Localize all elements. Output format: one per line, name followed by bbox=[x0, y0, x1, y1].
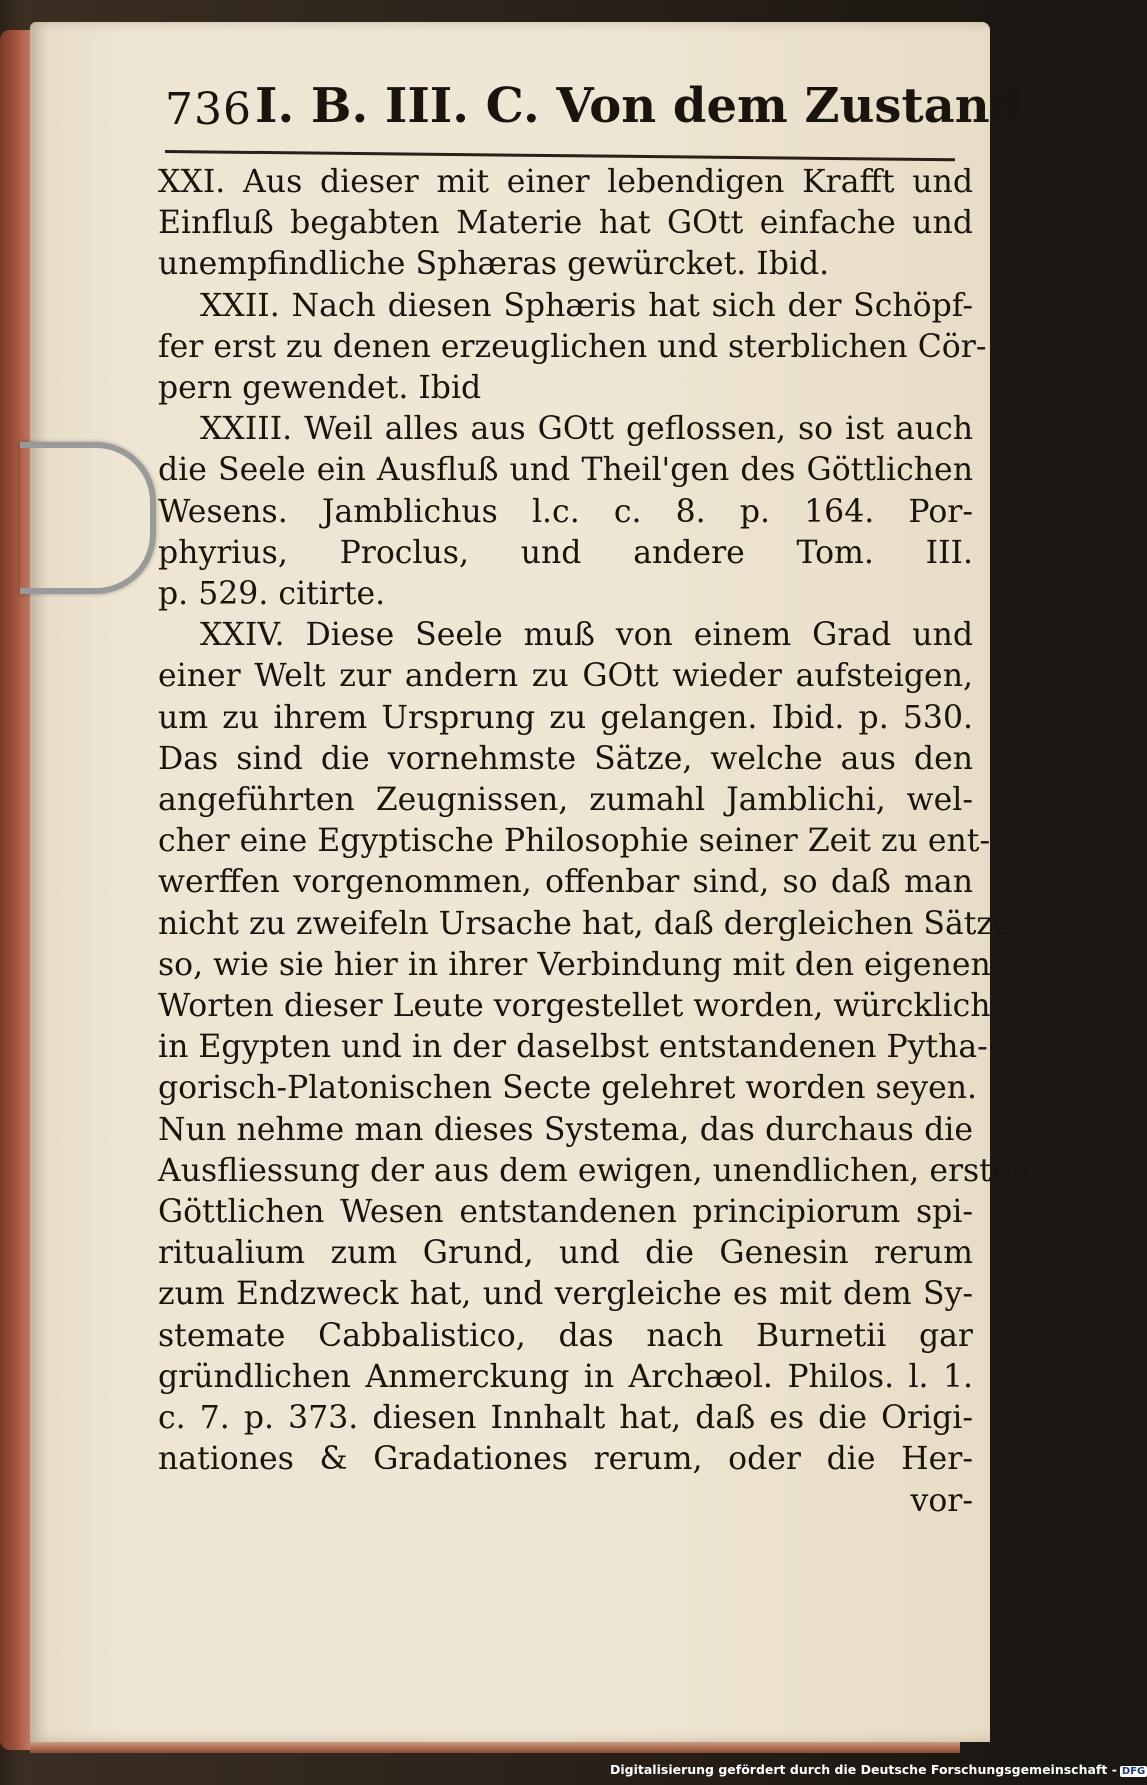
body-line: XXI. Aus dieser mit einer lebendigen Krafft und bbox=[158, 164, 973, 200]
body-line: werffen vorgenommen, offenbar sind, so daß man bbox=[158, 864, 973, 901]
body-line: Ausfliessung der aus dem ewigen, unendlichen, ersten bbox=[158, 1152, 1031, 1189]
page-header bbox=[165, 78, 1024, 148]
body-line: nationes & Gradationes rerum, oder die Her- bbox=[158, 1441, 973, 1478]
body-line: XXII. Nach diesen Sphæris hat sich der Schöpf- bbox=[200, 287, 973, 324]
running-head: I. B. III. C. Von dem Zustand bbox=[255, 78, 1024, 134]
body-line: zum Endzweck hat, und vergleiche es mit dem Sy- bbox=[158, 1276, 973, 1313]
body-line: c. 7. p. 373. diesen Innhalt hat, daß es die Origi- bbox=[158, 1400, 973, 1437]
body-line: gorisch-Platonischen Secte gelehret worden seyen. bbox=[158, 1070, 978, 1107]
body-line: unempfindliche Sphæras gewürcket. Ibid. bbox=[158, 246, 830, 283]
body-line: XXIV. Diese Seele muß von einem Grad und bbox=[200, 617, 973, 654]
body-line: pern gewendet. Ibid bbox=[158, 370, 482, 407]
body-line: ritualium zum Grund, und die Genesin rerum bbox=[158, 1235, 973, 1272]
credit-text: Digitalisierung gefördert durch die Deutsche Forschungsgemeinschaft - bbox=[610, 1762, 1117, 1777]
body-line: um zu ihrem Ursprung zu gelangen. Ibid. p. 530. bbox=[158, 699, 973, 736]
body-line: nicht zu zweifeln Ursache hat, daß dergleichen Sätze bbox=[158, 905, 1012, 942]
digitization-credit bbox=[610, 1762, 1146, 1782]
catchword: vor- bbox=[910, 1482, 973, 1519]
body-line: so, wie sie hier in ihrer Verbindung mit den eigenen bbox=[158, 946, 991, 983]
paper-clip-icon bbox=[20, 442, 156, 594]
body-line: fer erst zu denen erzeuglichen und sterblichen Cör- bbox=[158, 328, 987, 365]
body-text bbox=[158, 162, 1031, 1522]
body-line: Nun nehme man dieses Systema, das durchaus die bbox=[158, 1111, 973, 1148]
body-line: in Egypten und in der daselbst entstandenen Pytha- bbox=[158, 1029, 988, 1066]
body-line: phyrius, Proclus, und andere Tom. III. bbox=[158, 534, 973, 571]
body-line: Göttlichen Wesen entstandenen principiorum spi- bbox=[158, 1194, 973, 1231]
body-line: Einfluß begabten Materie hat GOtt einfache und bbox=[158, 205, 973, 242]
body-line: stemate Cabbalistico, das nach Burnetii gar bbox=[158, 1317, 973, 1354]
body-line: Das sind die vornehmste Sätze, welche aus den bbox=[158, 740, 973, 777]
body-line: angeführten Zeugnissen, zumahl Jamblichi, wel- bbox=[158, 782, 973, 819]
body-line: XXIII. Weil alles aus GOtt geflossen, so ist auch bbox=[200, 411, 973, 448]
body-line: Wesens. Jamblichus l.c. c. 8. p. 164. Por- bbox=[158, 493, 973, 530]
body-line: einer Welt zur andern zu GOtt wieder aufsteigen, bbox=[158, 658, 973, 695]
body-line: gründlichen Anmerckung in Archæol. Philos. l. 1. bbox=[158, 1358, 973, 1395]
body-line: Worten dieser Leute vorgestellet worden, würcklich bbox=[158, 988, 991, 1025]
page-number: 736 bbox=[165, 84, 252, 135]
body-line: die Seele ein Ausfluß und Theil'gen des Göttlichen bbox=[158, 452, 973, 489]
body-line: p. 529. citirte. bbox=[158, 576, 386, 613]
dfg-logo[interactable]: DFG bbox=[1121, 1766, 1146, 1777]
body-line: cher eine Egyptische Philosophie seiner Zeit zu ent- bbox=[158, 823, 991, 860]
